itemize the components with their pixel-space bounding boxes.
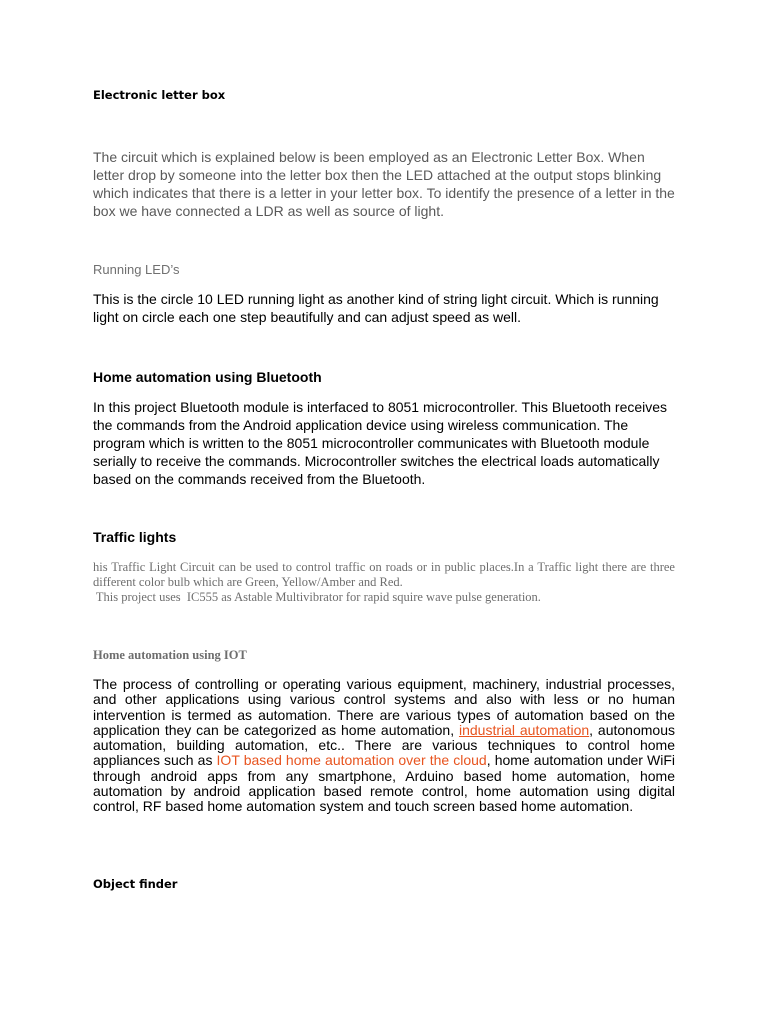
paragraph-electronic-letter-box: The circuit which is explained below is been employed as an Electronic Letter Box. When letter drop by someone into the letter box then the LED attached at the output stops blinking which indicates that there is a letter in your letter box. To identify the presence of a letter in the box we have connected a LDR as well as source of light. — [93, 149, 675, 219]
heading-electronic-letter-box: Electronic letter box — [93, 88, 226, 102]
heading-running-leds: Running LED’s — [93, 262, 180, 277]
paragraph-home-automation-bluetooth: In this project Bluetooth module is interfaced to 8051 microcontroller. This Bluetooth receives the commands from the Android application device using wireless communication. The program which is written to the 8051 microcontroller communicates with Bluetooth module serially to receive the commands. Microcontroller switches the electrical loads automatically based on the commands received from the Bluetooth. — [93, 399, 668, 487]
heading-home-automation-iot: Home automation using IOT — [93, 648, 247, 662]
iot-text-part-1: The process of controlling or operating various equipment, machinery, industrial processes, and other applications using various control systems and also with less or no human intervention is termed as automation. There are various types of automation based on the application they can be categorized as home automation, — [93, 676, 675, 738]
heading-home-automation-bluetooth: Home automation using Bluetooth — [93, 369, 322, 385]
iot-cloud-automation-link[interactable]: IOT based home automation over the cloud — [216, 752, 487, 769]
heading-traffic-lights: Traffic lights — [93, 529, 177, 545]
paragraph-traffic-lights — [93, 560, 675, 605]
iot-text-part-2: , autonomous automation, building automation, etc.. There are various techniques to control home appliances such as — [93, 721, 675, 769]
iot-text-part-3: , home automation under WiFi through android apps from any smartphone, Arduino based home automation, home automation by android application based remote control, home automation using digital control, RF based home automation system and touch screen based home automation. — [93, 752, 676, 815]
paragraph-home-automation-iot — [93, 677, 675, 815]
paragraph-running-leds: This is the circle 10 LED running light as another kind of string light circuit. Which is running light on circle each one step beautifully and can adjust speed as well. — [93, 291, 659, 325]
traffic-lights-line-1: his Traffic Light Circuit can be used to control traffic on roads or in public places.In a Traffic light there are three different color bulb which are Green, Yellow/Amber and Red. — [93, 560, 675, 589]
industrial-automation-link[interactable]: industrial automation — [458, 721, 590, 738]
heading-object-finder: Object finder — [93, 877, 178, 891]
traffic-lights-line-2: This project uses IC555 as Astable Multivibrator for rapid squire wave pulse generation. — [93, 590, 541, 604]
